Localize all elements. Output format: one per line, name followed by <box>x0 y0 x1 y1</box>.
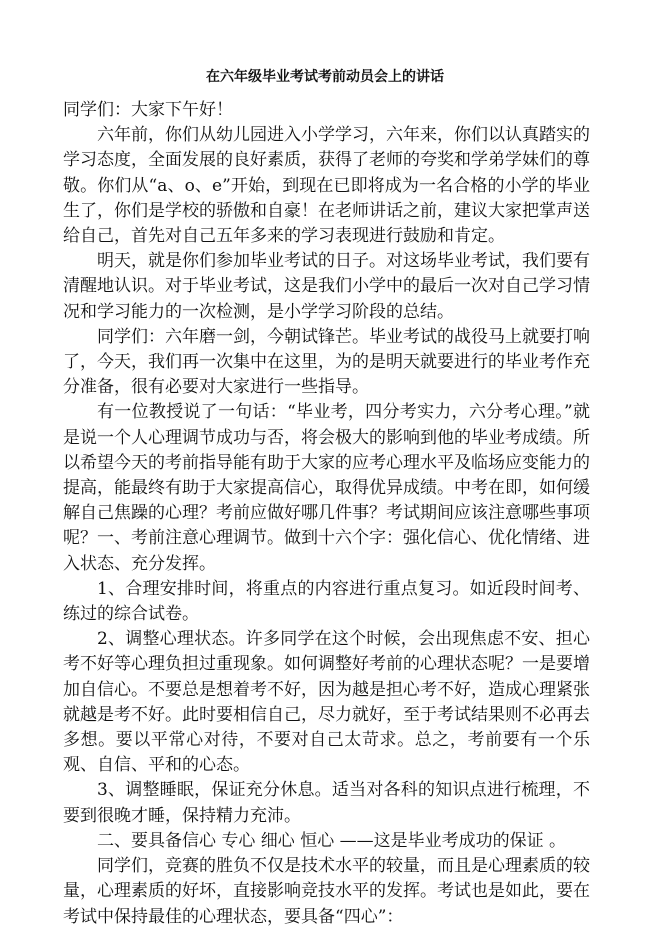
paragraph: 明天，就是你们参加毕业考试的日子。对这场毕业考试，我们要有清醒地认识。对于毕业考试，这是我们小学中的最后一次对自己学习情况和学习能力的一次检测，是小学学习阶段的总结。 <box>63 251 590 322</box>
document-title: 在六年级毕业考试考前动员会上的讲话 <box>206 69 444 85</box>
paragraph: 二、要具备信心 专心 细心 恒心 ——这是毕业考成功的保证 。 <box>97 830 567 851</box>
paragraph: 3、调整睡眠，保证充分休息。适当对各科的知识点进行梳理，不要到很晚才睡，保持精力充沛。 <box>63 780 590 826</box>
document-body <box>63 98 590 930</box>
paragraph: 2、调整心理状态。许多同学在这个时候，会出现焦虑不安、担心考不好等心理负担过重现象。如何调整好考前的心理状态呢？一是要增加自信心。不要总是想着考不好，因为越是担心考不好，造成心理紧张就越是考不好。此时要相信自己，尽力就好，至于考试结果则不必再去多想。要以平常心对待，不要对自己太苛求。总之，考前要有一个乐观、自信、平和的心态。 <box>63 629 590 776</box>
paragraph: 1、合理安排时间，将重点的内容进行重点复习。如近段时间考、练过的综合试卷。 <box>63 578 590 625</box>
paragraph: 同学们，竞赛的胜负不仅是技术水平的较量，而且是心理素质的较量，心理素质的好坏，直接影响竞技水平的发挥。考试也是如此，要在考试中保持最佳的心理状态，要具备“四心”： <box>63 856 590 927</box>
paragraph: 六年前，你们从幼儿园进入小学学习，六年来，你们以认真踏实的学习态度，全面发展的良好素质，获得了老师的夸奖和学弟学妹们的尊敬。你们从“a、o、e”开始，到现在已即将成为一名合格的小学的毕业生了，你们是学校的骄傲和自豪！在老师讲话之前，建议大家把掌声送给自己，首先对自己五年多来的学习表现进行鼓励和肯定。 <box>63 125 590 247</box>
paragraph: 有一位教授说了一句话：“毕业考，四分考实力，六分考心理。”就是说一个人心理调节成功与否，将会极大的影响到他的毕业考成绩。所以希望今天的考前指导能有助于大家的应考心理水平及临场应变能力的提高，能最终有助于大家提高信心，取得优异成绩。中考在即，如何缓解自己焦躁的心理？考前应做好哪几件事？考试期间应该注意哪些事项呢？一、考前注意心理调节。做到十六个字：强化信心、优化情绪、进入状态、充分发挥。 <box>63 402 590 574</box>
paragraph-greeting: 同学们：大家下午好！ <box>63 100 233 120</box>
paragraph: 同学们：六年磨一剑，今朝试锋芒。毕业考试的战役马上就要打响了，今天，我们再一次集中在这里，为的是明天就要进行的毕业考作充分准备，很有必要对大家进行一些指导。 <box>63 326 590 398</box>
